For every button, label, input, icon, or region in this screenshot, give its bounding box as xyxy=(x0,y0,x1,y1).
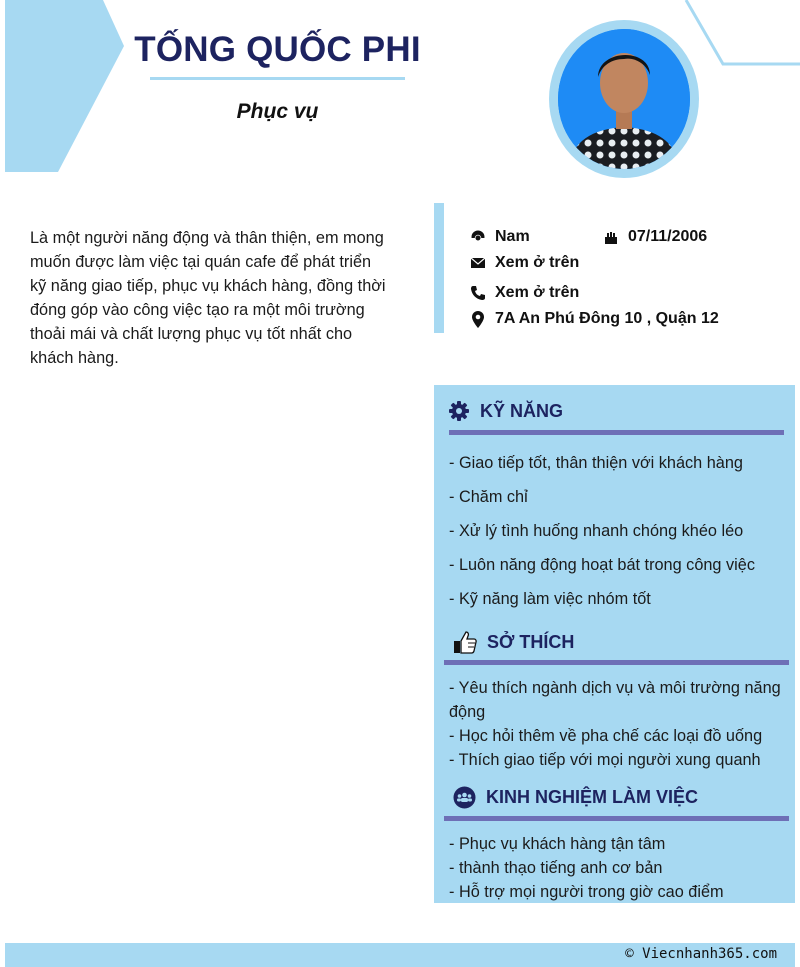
address-value: 7A An Phú Đông 10 , Quận 12 xyxy=(495,310,719,327)
skills-title: KỸ NĂNG xyxy=(480,400,564,421)
hobbies-heading xyxy=(453,630,574,654)
experience-list xyxy=(449,832,789,904)
phone-value: Xem ở trên xyxy=(495,284,580,301)
contact-gender xyxy=(469,228,530,246)
list-item: - Thích giao tiếp với mọi người xung quanh xyxy=(449,751,761,769)
experience-rule xyxy=(444,816,789,821)
list-item: - Xử lý tình huống nhanh chóng khéo léo xyxy=(449,522,744,540)
birthday-value: 07/11/2006 xyxy=(628,228,708,245)
skills-heading xyxy=(448,400,563,422)
list-item: - Chăm chỉ xyxy=(449,488,528,506)
job-title: Phục vụ xyxy=(236,100,319,123)
hobbies-title: SỞ THÍCH xyxy=(487,631,575,652)
header-decor-line xyxy=(670,0,800,70)
contact-phone xyxy=(469,284,579,302)
list-item: - Luôn năng động hoạt bát trong công việc xyxy=(449,556,755,574)
list-item: - Giao tiếp tốt, thân thiện với khách hàng xyxy=(449,454,743,472)
email-value: Xem ở trên xyxy=(495,254,580,271)
contact-accent-bar xyxy=(434,203,444,333)
hobbies-rule xyxy=(444,660,789,665)
footer-copyright: © Viecnhanh365.com xyxy=(625,946,777,962)
group-icon xyxy=(453,786,476,809)
skills-rule xyxy=(449,430,784,435)
hobbies-list xyxy=(449,676,794,772)
list-item: - Phục vụ khách hàng tận tâm xyxy=(449,835,666,853)
gear-icon xyxy=(448,400,470,422)
profile-summary: Là một người năng động và thân thiện, em mong muốn được làm việc tại quán cafe để phát triển kỹ năng giao tiếp, phục vụ khách hàng, đồng thời đóng góp vào công việc tạo ra một môi trường thoải mái và chất lượng phục vụ tốt nhất cho khách hàng. xyxy=(30,229,386,367)
experience-title: KINH NGHIỆM LÀM VIỆC xyxy=(486,787,699,807)
candidate-name: TỐNG QUỐC PHI xyxy=(134,30,421,69)
gender-value: Nam xyxy=(495,228,530,245)
list-item: - Học hỏi thêm về pha chế các loại đồ uống xyxy=(449,727,763,745)
cake-icon xyxy=(602,228,620,246)
user-icon xyxy=(469,228,487,246)
mail-icon xyxy=(469,254,487,272)
contact-birthday xyxy=(602,228,707,246)
header-decor-shape xyxy=(5,0,125,172)
list-item: - thành thạo tiếng anh cơ bản xyxy=(449,859,663,877)
contact-email xyxy=(469,254,579,272)
avatar xyxy=(558,29,690,169)
phone-icon xyxy=(469,284,487,302)
name-underline xyxy=(150,77,405,80)
footer-bar xyxy=(5,943,795,967)
location-pin-icon xyxy=(469,310,487,328)
list-item: - Kỹ năng làm việc nhóm tốt xyxy=(449,590,651,608)
skills-list xyxy=(449,446,789,616)
thumbs-up-icon xyxy=(453,630,477,654)
list-item: - Yêu thích ngành dịch vụ và môi trường năng động xyxy=(449,679,781,721)
contact-address xyxy=(469,310,719,328)
list-item: - Hỗ trợ mọi người trong giờ cao điểm xyxy=(449,883,724,901)
experience-heading xyxy=(453,786,698,809)
